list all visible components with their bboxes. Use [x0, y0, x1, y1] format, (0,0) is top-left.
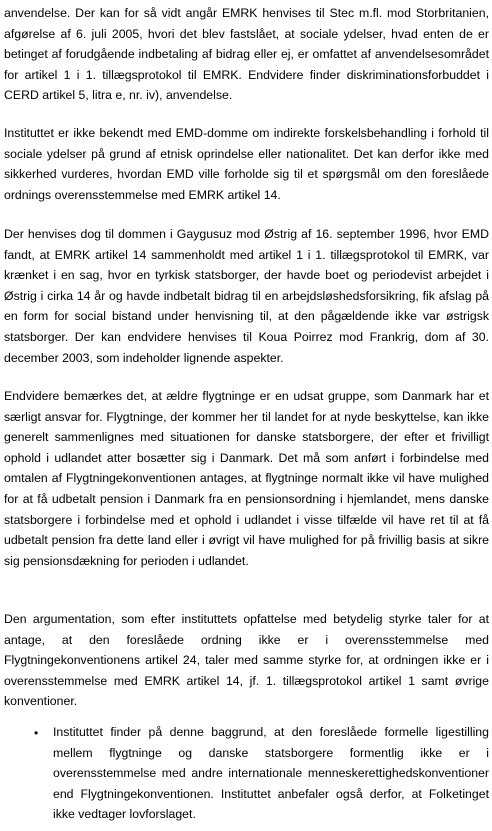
- bullet-text: Instituttet finder på denne baggrund, at den foreslåede formelle ligestilling mellem flygtninge og danske statsborgere formentlig ikke er i overensstemmelse med andre internationale menneskerettighedskonventioner end Flygtningekonventionen. Instituttet anbefaler også derfor, at Folketinget ikke vedtager lovforslaget.: [53, 725, 489, 822]
- paragraph-argumentation: Den argumentation, som efter instituttets opfattelse med betydelig styrke taler for at antage, at den foreslåede ordning ikke er i overensstemmelse med Flygtningekonventionens artikel 24, taler med samme styrke for, at ordningen ikke er i overensstemmelse med EMRK artikel 14, jf. 1. tillægsprotokol artikel 1 samt øvrige konventioner.: [4, 612, 489, 709]
- paragraph-elderly-refugees: Endvidere bemærkes det, at ældre flygtninge er en udsat gruppe, som Danmark har et særligt ansvar for. Flygtninge, der kommer her til landet for at nyde beskyttelse, kan ikke generelt sammenlignes med situationen for danske statsborgere, der efter et frivilligt ophold i udlandet atter bosætter sig i Danmark. Det må som anført i forbindelse med omtalen af Flygtningekonventionen antages, at flygtninge normalt ikke vil have mulighed for at få udbetalt pension i Danmark fra en pensionsordning i hjemlandet, mens danske statsborgere i forbindelse med et ophold i udlandet i visse tilfælde vil have ret til at få udbetalt pension fra dette land eller i øvrigt vil have mulighed for på frivillig basis at sikre sig pensionsdækning for perioden i udlandet.: [4, 389, 489, 568]
- paragraph-gaygusuz-case: Der henvises dog til dommen i Gaygusuz mod Østrig af 16. september 1996, hvor EMD fandt, at EMRK artikel 14 sammenholdt med artikel 1 i 1. tillægsprotokol til EMRK, var krænket i en sag, hvor en tyrkisk statsborger, der havde boet og periodevist arbejdet i Østrig i cirka 14 år og havde indbetalt bidrag til en arbejdsløshedsforsikring, fik afslag på en form for social bistand under henvisning til, at den pågældende ikke var østrigsk statsborger. Der kan endvidere henvises til Koua Poirrez mod Frankrig, dom af 30. december 2003, som indeholder lignende aspekter.: [4, 227, 489, 365]
- bullet-marker: •: [34, 726, 39, 740]
- paragraph-stec-case: anvendelse. Der kan for så vidt angår EMRK henvises til Stec m.fl. mod Storbritanien, afgørelse af 6. juli 2005, hvori det blev fastslået, at sociale ydelser, hvad enten de er betinget af forudgående indbetaling af bidrag eller ej, er omfattet af anvendelsesområdet for artikel 1 i 1. tillægsprotokol til EMRK. Endvidere finder diskriminationsforbuddet i CERD artikel 5, litra e, nr. iv), anvendelse.: [4, 6, 489, 103]
- paragraph-emd-judgments: Instituttet er ikke bekendt med EMD-domme om indirekte forskelsbehandling i forhold til sociale ydelser på grund af etnisk oprindelse eller nationalitet. Det kan derfor ikke med sikkerhed vurderes, hvordan EMD ville forholde sig til et spørgsmål om den foreslåede ordnings overensstemmelse med EMRK artikel 14.: [4, 126, 489, 202]
